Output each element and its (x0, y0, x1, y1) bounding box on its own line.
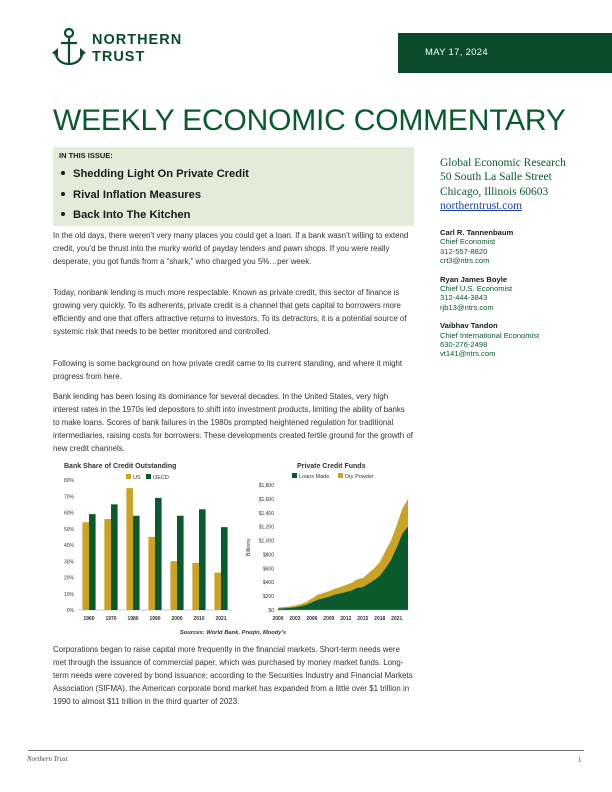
anchor-logo-icon (52, 26, 86, 68)
bar (89, 514, 96, 610)
y-tick-label: $1,400 (258, 510, 274, 517)
legend-swatch (338, 473, 343, 478)
y-tick-label: 80% (63, 478, 74, 484)
contact-phone: 630-276-2498 (440, 340, 488, 350)
legend-label: Dry Powder (345, 474, 374, 480)
y-tick-label: 70% (63, 494, 74, 501)
x-tick-label: 2015 (357, 616, 369, 622)
private-credit-area-chart (240, 430, 415, 630)
bar (192, 563, 199, 610)
x-tick-label: 1990 (149, 616, 161, 622)
y-tick-label: 10% (63, 591, 74, 598)
area-series-loans-made (278, 527, 408, 610)
department: Global Economic Research (440, 157, 566, 169)
contact-email[interactable]: crt3@ntrs.com (440, 256, 490, 266)
page-title: WEEKLY ECONOMIC COMMENTARY (53, 104, 566, 137)
contact-card (440, 275, 600, 313)
x-tick-label: 2006 (306, 616, 318, 622)
legend-swatch (146, 474, 151, 479)
bar (148, 537, 155, 610)
date-banner (398, 33, 612, 73)
logo (52, 26, 192, 70)
issue-item-label: Back Into The Kitchen (73, 209, 191, 221)
contact-card (440, 228, 600, 266)
issue-item (59, 164, 414, 185)
body-paragraph-2: Today, nonbank lending is much more respectable. Known as private credit, this sector of finance is growing very quickly. To its adherents, private credit is a channel that gets capital to borrowers more efficiently and one that offers attractive returns to investors. To its detractors, it is a potential source of systemic risk that needs to be better monitored and controlled. (53, 288, 407, 336)
footer-divider (28, 750, 584, 751)
bar (155, 498, 162, 610)
chart-sources: Sources: World Bank, Preqin, Moody's (179, 630, 287, 636)
body-paragraph-4: Bank lending has been losing its dominance for several decades. In the United States, very high interest rates in the 1970s led depositors to shift into investment products, limiting the ability of banks to make loans. Scores of bank failures in the 1980s prompted heightened regulation for traditional intermediaries, raising costs for borrowers. These developments created fertile ground for the growth of new credit channels. (53, 392, 413, 453)
bullet-icon (61, 212, 65, 216)
bar (214, 573, 221, 610)
bank-share-bar-chart (52, 430, 240, 630)
issue-item (59, 205, 414, 226)
city-address: Chicago, Illinois 60603 (440, 185, 549, 198)
x-tick-label: 2000 (171, 616, 183, 622)
issue-item-label: Shedding Light On Private Credit (73, 168, 249, 180)
legend-swatch (126, 474, 131, 479)
sidebar-address (440, 156, 600, 213)
body-paragraph-3: Following is some background on how private credit came to its current standing, and where it might progress from here. (53, 359, 403, 381)
y-tick-label: $1,200 (258, 524, 274, 531)
x-tick-label: 2009 (323, 616, 335, 622)
x-tick-label: 2021 (215, 616, 227, 622)
bar (82, 522, 89, 610)
y-tick-label: $1,600 (258, 496, 274, 503)
issue-list (59, 164, 414, 226)
contact-email[interactable]: vt141@ntrs.com (440, 349, 496, 359)
contact-title: Chief International Economist (440, 330, 540, 340)
bar (170, 561, 177, 610)
contact-email[interactable]: rjb13@ntrs.com (440, 302, 494, 312)
contact-card (440, 321, 600, 359)
y-tick-label: $600 (262, 566, 274, 573)
y-tick-label: 50% (63, 526, 74, 533)
y-tick-label: $800 (262, 552, 274, 559)
contact-phone: 312-444-3843 (440, 293, 488, 303)
bar (126, 488, 133, 610)
bar (111, 504, 118, 610)
contacts-list (440, 228, 600, 368)
x-tick-label: 1970 (105, 616, 117, 622)
chart-title: Bank Share of Credit Outstanding (64, 463, 177, 470)
bar (133, 516, 140, 610)
bullet-icon (61, 171, 65, 175)
x-tick-label: 2003 (289, 616, 301, 622)
in-this-issue-box (53, 147, 414, 226)
chart-title: Private Credit Funds (297, 463, 366, 470)
bar (221, 527, 228, 610)
y-tick-label: $200 (262, 594, 274, 601)
body-paragraph-1: In the old days, there weren’t very many places you could get a loan. If a bank wasn’t willing to extend credit, you’d be thrust into the murky world of payday lenders and pawn shops. If you were really desperate, you got funds from a “shark,” who charged you 5%…per week. (53, 231, 409, 266)
y-tick-label: $0 (268, 608, 274, 614)
y-tick-label: $1,800 (258, 483, 274, 489)
legend-label: US (133, 475, 141, 481)
y-tick-label: 40% (63, 543, 74, 549)
y-tick-label: $1,000 (258, 538, 274, 545)
footer-brand: Northern Trust (27, 756, 68, 763)
issue-item (59, 185, 414, 206)
x-tick-label: 2012 (340, 616, 352, 622)
bar (177, 516, 184, 610)
website-link[interactable]: northerntrust.com (440, 199, 523, 212)
contact-name: Vaibhav Tandon (440, 321, 498, 331)
contact-name: Ryan James Boyle (440, 274, 508, 284)
legend-label: Loans Made (299, 474, 330, 480)
x-tick-label: 2018 (374, 616, 386, 622)
legend-label: OECD (153, 475, 169, 481)
y-tick-label: 0% (66, 608, 74, 614)
contact-name: Carl R. Tannenbaum (440, 228, 514, 237)
bar (104, 519, 111, 610)
body-paragraph-5: Corporations began to raise capital more frequently in the financial markets. Short-term needs were met through the issuance of commercial paper, which was purchased by money market funds. Long-term needs were covered by bond issuance; according to the Securities Industry and Financial Markets Association (SIFMA), the American corporate bond market has expanded from a little over $1 trillion in 1990 to almost $11 trillion in the third quarter of 2023. (53, 645, 413, 706)
issue-item-label: Rival Inflation Measures (73, 188, 202, 201)
brand-line1: NORTHERN (92, 32, 183, 48)
y-tick-label: 20% (63, 575, 74, 582)
x-tick-label: 1980 (127, 616, 139, 622)
issue-heading: IN THIS ISSUE: (59, 151, 113, 160)
bar (199, 509, 206, 610)
y-axis-label: Billions (246, 538, 252, 557)
y-tick-label: 30% (63, 559, 74, 566)
x-tick-label: 2021 (391, 616, 403, 622)
street-address: 50 South La Salle Street (440, 171, 552, 184)
legend-swatch (292, 473, 297, 478)
contact-phone: 312-557-8820 (440, 246, 488, 256)
contact-title: Chief Economist (440, 237, 496, 247)
y-tick-label: 60% (63, 510, 74, 517)
x-tick-label: 1960 (83, 616, 95, 622)
y-tick-label: $400 (262, 580, 274, 587)
page-number: 1 (578, 756, 582, 764)
bullet-icon (61, 192, 65, 196)
x-tick-label: 2000 (272, 616, 284, 622)
issue-date: MAY 17, 2024 (425, 47, 488, 58)
brand-line2: TRUST (92, 49, 146, 65)
x-tick-label: 2010 (193, 616, 205, 622)
contact-title: Chief U.S. Economist (440, 284, 513, 294)
